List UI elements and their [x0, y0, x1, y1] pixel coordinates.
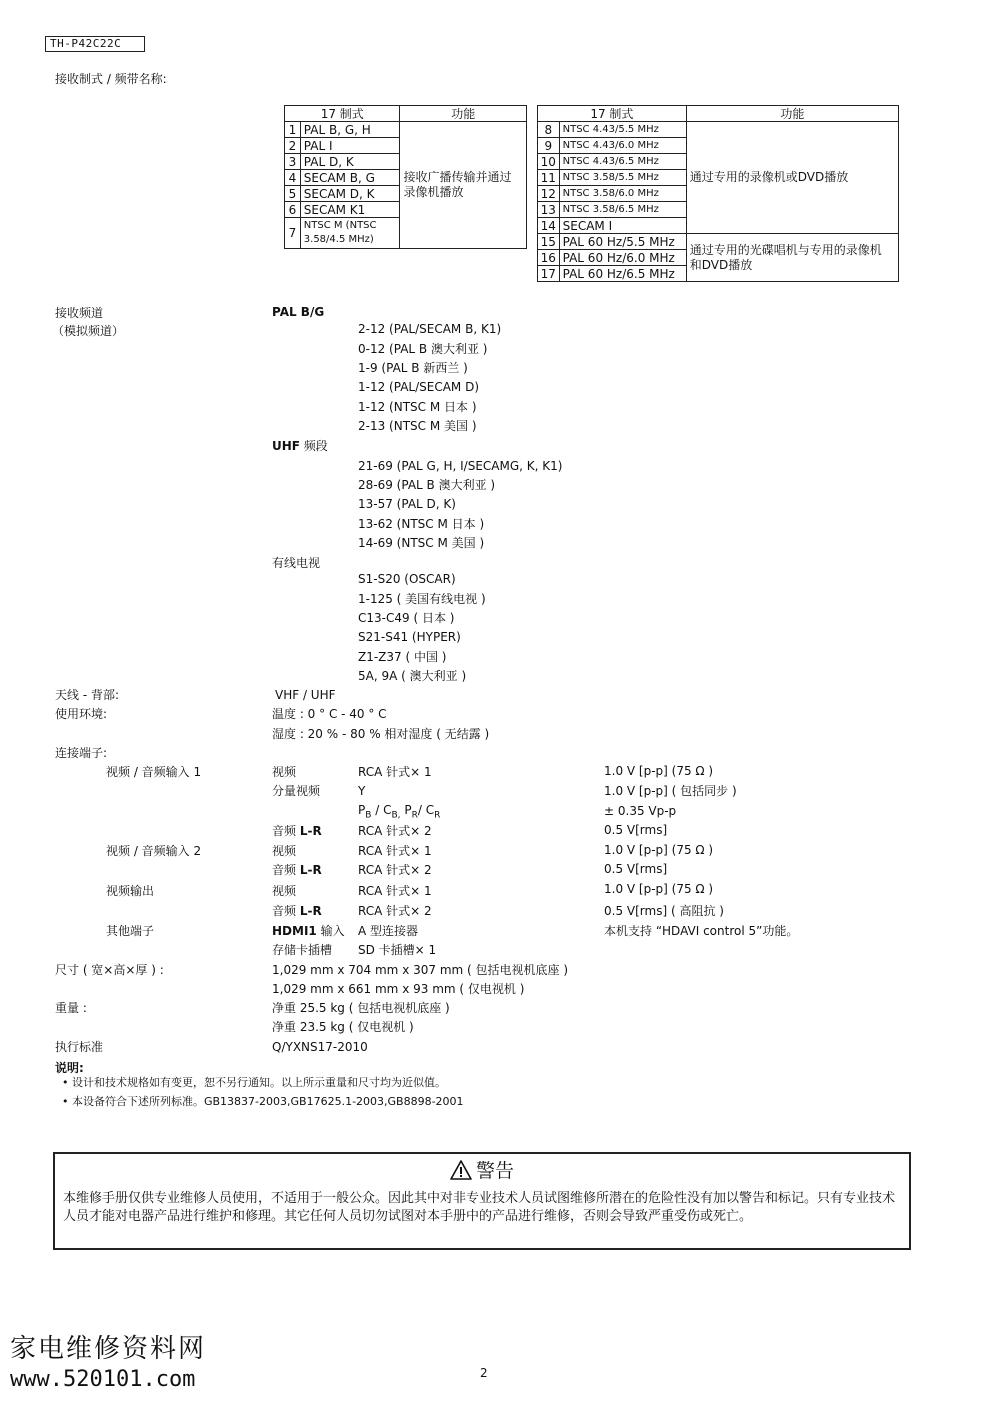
row-number: 8 — [538, 122, 560, 138]
row-number: 14 — [538, 218, 560, 234]
subscript: R — [411, 810, 418, 821]
terminal-type-bold: L-R — [299, 904, 322, 918]
function-cell: 通过专用的录像机或DVD播放 — [686, 122, 898, 234]
system-cell: NTSC 3.58/6.5 MHz — [559, 202, 686, 218]
dimensions-label: 尺寸 ( 宽×高×厚 ) : — [55, 963, 164, 977]
channels-sublabel: （模拟频道） — [52, 324, 125, 338]
uhf-band-title-rest: 频段 — [299, 439, 328, 453]
channel-range: 28-69 (PAL B 澳大利亚 ) — [358, 478, 496, 492]
text-fragment: / C — [371, 803, 392, 817]
system-cell: SECAM K1 — [300, 202, 400, 218]
uhf-band-title — [272, 439, 328, 453]
watermark-url: www.520101.com — [10, 1367, 196, 1392]
terminal-connector: Y — [358, 784, 366, 798]
text-fragment: P — [358, 803, 366, 817]
row-number: 13 — [538, 202, 560, 218]
warning-title — [55, 1160, 909, 1182]
subscript: B, — [391, 810, 401, 821]
channel-range: 14-69 (NTSC M 美国 ) — [358, 536, 485, 550]
row-number: 11 — [538, 170, 560, 186]
system-cell: NTSC 4.43/5.5 MHz — [559, 122, 686, 138]
dimensions-value: 1,029 mm x 661 mm x 93 mm ( 仅电视机 ) — [272, 982, 525, 996]
channel-range: 1-12 (NTSC M 日本 ) — [358, 400, 477, 414]
channel-range: 2-13 (NTSC M 美国 ) — [358, 419, 477, 433]
system-cell: SECAM D, K — [300, 186, 400, 202]
channel-range: 13-57 (PAL D, K) — [358, 497, 456, 511]
vhf-band-title: PAL B/G — [272, 305, 325, 319]
subscript: R — [434, 810, 441, 821]
system-cell: NTSC 4.43/6.0 MHz — [559, 138, 686, 154]
weight-value: 净重 23.5 kg ( 仅电视机 ) — [272, 1020, 414, 1034]
watermark-site-name: 家电维修资料网 — [10, 1334, 207, 1364]
temperature-label: 温度 : — [272, 707, 304, 721]
terminals-label: 连接端子: — [55, 746, 108, 760]
standard-value: Q/YXNS17-2010 — [272, 1040, 368, 1054]
dimensions-value: 1,029 mm x 704 mm x 307 mm ( 包括电视机底座 ) — [272, 963, 569, 977]
note-item: • 设计和技术规格如有变更，恕不另行通知。以上所示重量和尺寸均为近似值。 — [62, 1076, 446, 1089]
row-number: 5 — [285, 186, 301, 202]
terminal-connector: RCA 针式× 2 — [358, 863, 432, 877]
function-cell — [686, 234, 898, 282]
system-cell: PAL B, G, H — [300, 122, 400, 138]
function-line: 和DVD播放 — [689, 257, 753, 272]
terminal-connector: RCA 针式× 1 — [358, 884, 432, 898]
note-item: • 本设备符合下述所列标准。GB13837-2003,GB17625.1-2003,GB8898-2001 — [62, 1095, 464, 1108]
notes-label: 说明: — [55, 1061, 84, 1075]
terminal-connector: RCA 针式× 1 — [358, 765, 432, 779]
model-number: TH-P42C22C — [45, 36, 145, 52]
row-number: 16 — [538, 250, 560, 266]
warning-box — [53, 1152, 911, 1250]
row-number: 15 — [538, 234, 560, 250]
terminal-connector: RCA 针式× 2 — [358, 824, 432, 838]
system-line: NTSC M (NTSC — [303, 220, 377, 231]
hdmi-spec: 本机支持 “HDAVI control 5”功能。 — [604, 924, 799, 938]
channel-range: 2-12 (PAL/SECAM B, K1) — [358, 322, 502, 336]
other-terminals-label: 其他端子 — [106, 924, 155, 938]
col-header-system: 17 制式 — [538, 106, 687, 122]
col-header-system: 17 制式 — [285, 106, 400, 122]
channel-range: 21-69 (PAL G, H, I/SECAMG, K, K1) — [358, 459, 563, 473]
terminal-type-text: 音频 — [272, 863, 300, 877]
row-number: 1 — [285, 122, 301, 138]
terminal-type — [272, 824, 322, 838]
row-number: 10 — [538, 154, 560, 170]
terminal-type-bold: L-R — [299, 863, 322, 877]
section-title: 接收制式 / 频带名称: — [55, 72, 167, 86]
channel-range: S21-S41 (HYPER) — [358, 630, 461, 644]
humidity-value: 20 % - 80 % 相对湿度 ( 无结露 ) — [303, 727, 490, 741]
terminal-spec: 0.5 V[rms] — [604, 823, 668, 837]
uhf-band-title-bold: UHF — [272, 439, 300, 453]
terminal-type — [272, 863, 322, 877]
function-cell — [400, 122, 527, 249]
component-pb-pr — [358, 803, 440, 822]
channels-label: 接收频道 — [55, 306, 104, 320]
hdmi-label-bold: HDMI1 — [272, 924, 317, 938]
terminal-spec: 0.5 V[rms] — [604, 862, 668, 876]
system-cell: PAL 60 Hz/6.0 MHz — [559, 250, 686, 266]
environment-label: 使用环境: — [55, 707, 108, 721]
system-cell: NTSC 3.58/5.5 MHz — [559, 170, 686, 186]
terminal-type: 视频 — [272, 884, 297, 898]
terminal-type: 视频 — [272, 765, 297, 779]
system-cell: NTSC 4.43/6.5 MHz — [559, 154, 686, 170]
card-slot-label: 存储卡插槽 — [272, 943, 333, 957]
system-cell: NTSC 3.58/6.0 MHz — [559, 186, 686, 202]
system-cell: SECAM B, G — [300, 170, 400, 186]
system-cell: PAL I — [300, 138, 400, 154]
card-slot-connector: SD 卡插槽× 1 — [358, 943, 437, 957]
channel-range: 0-12 (PAL B 澳大利亚 ) — [358, 342, 488, 356]
row-number: 17 — [538, 266, 560, 282]
function-line: 录像机播放 — [403, 185, 464, 199]
antenna-value: VHF / UHF — [275, 688, 336, 702]
row-number: 7 — [285, 218, 301, 249]
terminal-connector: RCA 针式× 1 — [358, 844, 432, 858]
row-number: 6 — [285, 202, 301, 218]
terminal-type-text: 音频 — [272, 824, 300, 838]
av-input-1-label: 视频 / 音频输入 1 — [106, 765, 202, 779]
hdmi-label-rest: 输入 — [316, 924, 345, 938]
row-number: 9 — [538, 138, 560, 154]
subscript: B — [365, 810, 372, 821]
channel-range: 1-125 ( 美国有线电视 ) — [358, 592, 486, 606]
humidity-spec — [272, 727, 489, 741]
function-line: 接收广播传输并通过 — [403, 170, 512, 184]
humidity-label: 湿度 : — [272, 727, 304, 741]
row-number: 2 — [285, 138, 301, 154]
temperature-value: 0 ° C - 40 ° C — [303, 707, 387, 721]
system-cell: PAL 60 Hz/6.5 MHz — [559, 266, 686, 282]
terminal-spec: 1.0 V [p-p] (75 Ω ) — [604, 882, 714, 896]
terminal-type: 分量视频 — [272, 784, 321, 798]
text-fragment: / C — [417, 803, 435, 817]
hdmi-connector: A 型连接器 — [358, 924, 419, 938]
warning-text: 本维修手册仅供专业维修人员使用，不适用于一般公众。因此其中对非专业技术人员试图维修所潜在的危险性没有加以警告和标记。只有专业技术人员才能对电器产品进行维护和修理。其它任何人员切勿试图对本手册中的产品进行维修，否则会导致严重受伤或死亡。 — [63, 1191, 896, 1224]
system-cell — [300, 218, 400, 249]
terminal-spec: 1.0 V [p-p] (75 Ω ) — [604, 843, 714, 857]
channel-range: 1-12 (PAL/SECAM D) — [358, 380, 480, 394]
warning-title-text: 警告 — [475, 1160, 514, 1182]
system-cell: SECAM I — [559, 218, 686, 234]
row-number: 3 — [285, 154, 301, 170]
antenna-label: 天线 - 背部: — [55, 688, 120, 702]
channel-range: 1-9 (PAL B 新西兰 ) — [358, 361, 468, 375]
terminal-type — [272, 904, 322, 918]
system-table-left — [284, 105, 527, 249]
temperature-spec — [272, 707, 387, 721]
channel-range: 5A, 9A ( 澳大利亚 ) — [358, 669, 467, 683]
channel-range: Z1-Z37 ( 中国 ) — [358, 650, 447, 664]
channel-range: S1-S20 (OSCAR) — [358, 572, 456, 586]
text-fragment: P — [400, 803, 412, 817]
terminal-spec: ± 0.35 Vp-p — [604, 804, 677, 818]
channel-range: C13-C49 ( 日本 ) — [358, 611, 455, 625]
channel-range: 13-62 (NTSC M 日本 ) — [358, 517, 485, 531]
system-line: 3.58/4.5 MHz) — [303, 234, 374, 245]
col-header-function: 功能 — [400, 106, 527, 122]
system-table-right — [537, 105, 899, 282]
row-number: 12 — [538, 186, 560, 202]
video-output-label: 视频输出 — [106, 884, 155, 898]
terminal-connector: RCA 针式× 2 — [358, 904, 432, 918]
terminal-type-bold: L-R — [299, 824, 322, 838]
page-number: 2 — [480, 1366, 488, 1380]
system-cell: PAL D, K — [300, 154, 400, 170]
terminal-type-text: 音频 — [272, 904, 300, 918]
standard-label: 执行标准 — [55, 1040, 104, 1054]
hdmi-input-label — [272, 924, 345, 938]
col-header-function: 功能 — [686, 106, 898, 122]
terminal-spec: 1.0 V [p-p] ( 包括同步 ) — [604, 784, 737, 798]
row-number: 4 — [285, 170, 301, 186]
warning-triangle-icon — [450, 1160, 472, 1180]
av-input-2-label: 视频 / 音频输入 2 — [106, 844, 202, 858]
terminal-spec: 0.5 V[rms] ( 高阻抗 ) — [604, 904, 724, 918]
weight-value: 净重 25.5 kg ( 包括电视机底座 ) — [272, 1001, 450, 1015]
cable-band-title: 有线电视 — [272, 556, 321, 570]
system-cell: PAL 60 Hz/5.5 MHz — [559, 234, 686, 250]
weight-label: 重量 : — [55, 1001, 87, 1015]
function-line: 通过专用的光碟唱机与专用的录像机 — [689, 242, 882, 257]
terminal-type: 视频 — [272, 844, 297, 858]
terminal-spec: 1.0 V [p-p] (75 Ω ) — [604, 764, 714, 778]
